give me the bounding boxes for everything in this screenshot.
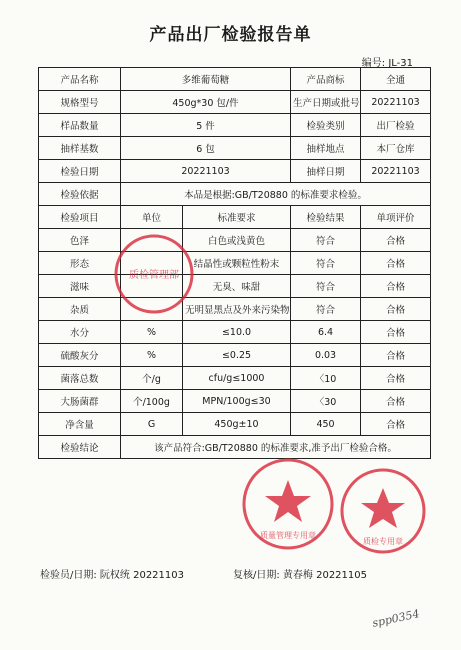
info-label: 产品商标	[291, 68, 361, 91]
item-name: 杂质	[39, 298, 121, 321]
header-result: 检验结果	[291, 206, 361, 229]
stamp-text-left: 质检管理部	[129, 270, 179, 281]
document-number: 编号: JL-31	[361, 58, 413, 69]
item-evaluation: 合格	[361, 229, 431, 252]
item-evaluation: 合格	[361, 367, 431, 390]
item-name: 大肠菌群	[39, 390, 121, 413]
table-header-row	[39, 206, 431, 229]
header-evaluation: 单项评价	[361, 206, 431, 229]
item-evaluation: 合格	[361, 252, 431, 275]
item-name: 净含量	[39, 413, 121, 436]
conclusion-row	[39, 436, 431, 459]
table-row	[39, 275, 431, 298]
item-standard: ≤10.0	[183, 321, 291, 344]
item-unit: 个/g	[121, 367, 183, 390]
quality-inspection-seal	[338, 466, 428, 556]
item-unit: %	[121, 344, 183, 367]
info-label: 抽样地点	[291, 137, 361, 160]
table-row	[39, 252, 431, 275]
info-value: 本厂仓库	[361, 137, 431, 160]
info-value: 5 件	[121, 114, 291, 137]
header-unit: 单位	[121, 206, 183, 229]
inspection-report-table	[38, 67, 431, 459]
item-evaluation: 合格	[361, 321, 431, 344]
table-row	[39, 344, 431, 367]
item-result: 450	[291, 413, 361, 436]
info-value: 全通	[361, 68, 431, 91]
info-value: 20221103	[361, 160, 431, 183]
info-value: 出厂检验	[361, 114, 431, 137]
item-unit	[121, 229, 183, 252]
info-label: 生产日期或批号	[291, 91, 361, 114]
item-unit: %	[121, 321, 183, 344]
item-unit	[121, 298, 183, 321]
item-result: 符合	[291, 252, 361, 275]
item-standard: 白色或浅黄色	[183, 229, 291, 252]
item-result: 6.4	[291, 321, 361, 344]
basis-label: 检验依据	[39, 183, 121, 206]
item-evaluation: 合格	[361, 413, 431, 436]
table-row	[39, 367, 431, 390]
table-row	[39, 229, 431, 252]
item-unit	[121, 252, 183, 275]
item-unit: G	[121, 413, 183, 436]
item-result: 〈30	[291, 390, 361, 413]
item-standard: 无明显黑点及外来污染物	[183, 298, 291, 321]
header-standard: 标准要求	[183, 206, 291, 229]
conclusion-text: 该产品符合:GB/T20880 的标准要求,准予出厂检验合格。	[121, 436, 431, 459]
item-name: 水分	[39, 321, 121, 344]
info-value: 450g*30 包/件	[121, 91, 291, 114]
info-label: 抽样基数	[39, 137, 121, 160]
info-label: 抽样日期	[291, 160, 361, 183]
info-value: 6 包	[121, 137, 291, 160]
info-label: 检验类别	[291, 114, 361, 137]
item-evaluation: 合格	[361, 275, 431, 298]
info-label: 产品名称	[39, 68, 121, 91]
report-title: 产品出厂检验报告单	[149, 25, 312, 45]
item-name: 形态	[39, 252, 121, 275]
info-value: 20221103	[121, 160, 291, 183]
item-result: 符合	[291, 229, 361, 252]
basis-row	[39, 183, 431, 206]
item-result: 0.03	[291, 344, 361, 367]
item-name: 硫酸灰分	[39, 344, 121, 367]
handwritten-note: spp0354	[371, 607, 421, 630]
item-result: 〈10	[291, 367, 361, 390]
item-evaluation: 合格	[361, 298, 431, 321]
info-row	[39, 68, 431, 91]
item-unit: 个/100g	[121, 390, 183, 413]
item-unit	[121, 275, 183, 298]
item-standard: cfu/g≤1000	[183, 367, 291, 390]
item-result: 符合	[291, 298, 361, 321]
item-evaluation: 合格	[361, 390, 431, 413]
info-row	[39, 91, 431, 114]
info-value: 20221103	[361, 91, 431, 114]
table-row	[39, 298, 431, 321]
table-row	[39, 413, 431, 436]
item-result: 符合	[291, 275, 361, 298]
info-row	[39, 114, 431, 137]
item-standard: 无臭、味甜	[183, 275, 291, 298]
item-standard: MPN/100g≤30	[183, 390, 291, 413]
item-name: 菌落总数	[39, 367, 121, 390]
stamp-text-mid: 质量管理专用章	[260, 531, 316, 540]
item-name: 色泽	[39, 229, 121, 252]
table-row	[39, 321, 431, 344]
basis-text: 本品是根据:GB/T20880 的标准要求检验。	[121, 183, 431, 206]
quality-management-seal	[240, 456, 336, 552]
info-label: 规格型号	[39, 91, 121, 114]
info-row	[39, 137, 431, 160]
conclusion-label: 检验结论	[39, 436, 121, 459]
inspector-signature: 检验员/日期: 阮权统 20221103	[40, 570, 184, 581]
item-evaluation: 合格	[361, 344, 431, 367]
item-standard: ≤0.25	[183, 344, 291, 367]
stamp-text-right: 质检专用章	[363, 537, 403, 546]
info-label: 检验日期	[39, 160, 121, 183]
item-name: 滋味	[39, 275, 121, 298]
item-standard: 450g±10	[183, 413, 291, 436]
info-value: 多维葡萄糖	[121, 68, 291, 91]
info-label: 样品数量	[39, 114, 121, 137]
header-item: 检验项目	[39, 206, 121, 229]
info-row	[39, 160, 431, 183]
table-row	[39, 390, 431, 413]
reviewer-signature: 复核/日期: 黄春梅 20221105	[233, 570, 367, 581]
item-standard: 结晶性或颗粒性粉末	[183, 252, 291, 275]
